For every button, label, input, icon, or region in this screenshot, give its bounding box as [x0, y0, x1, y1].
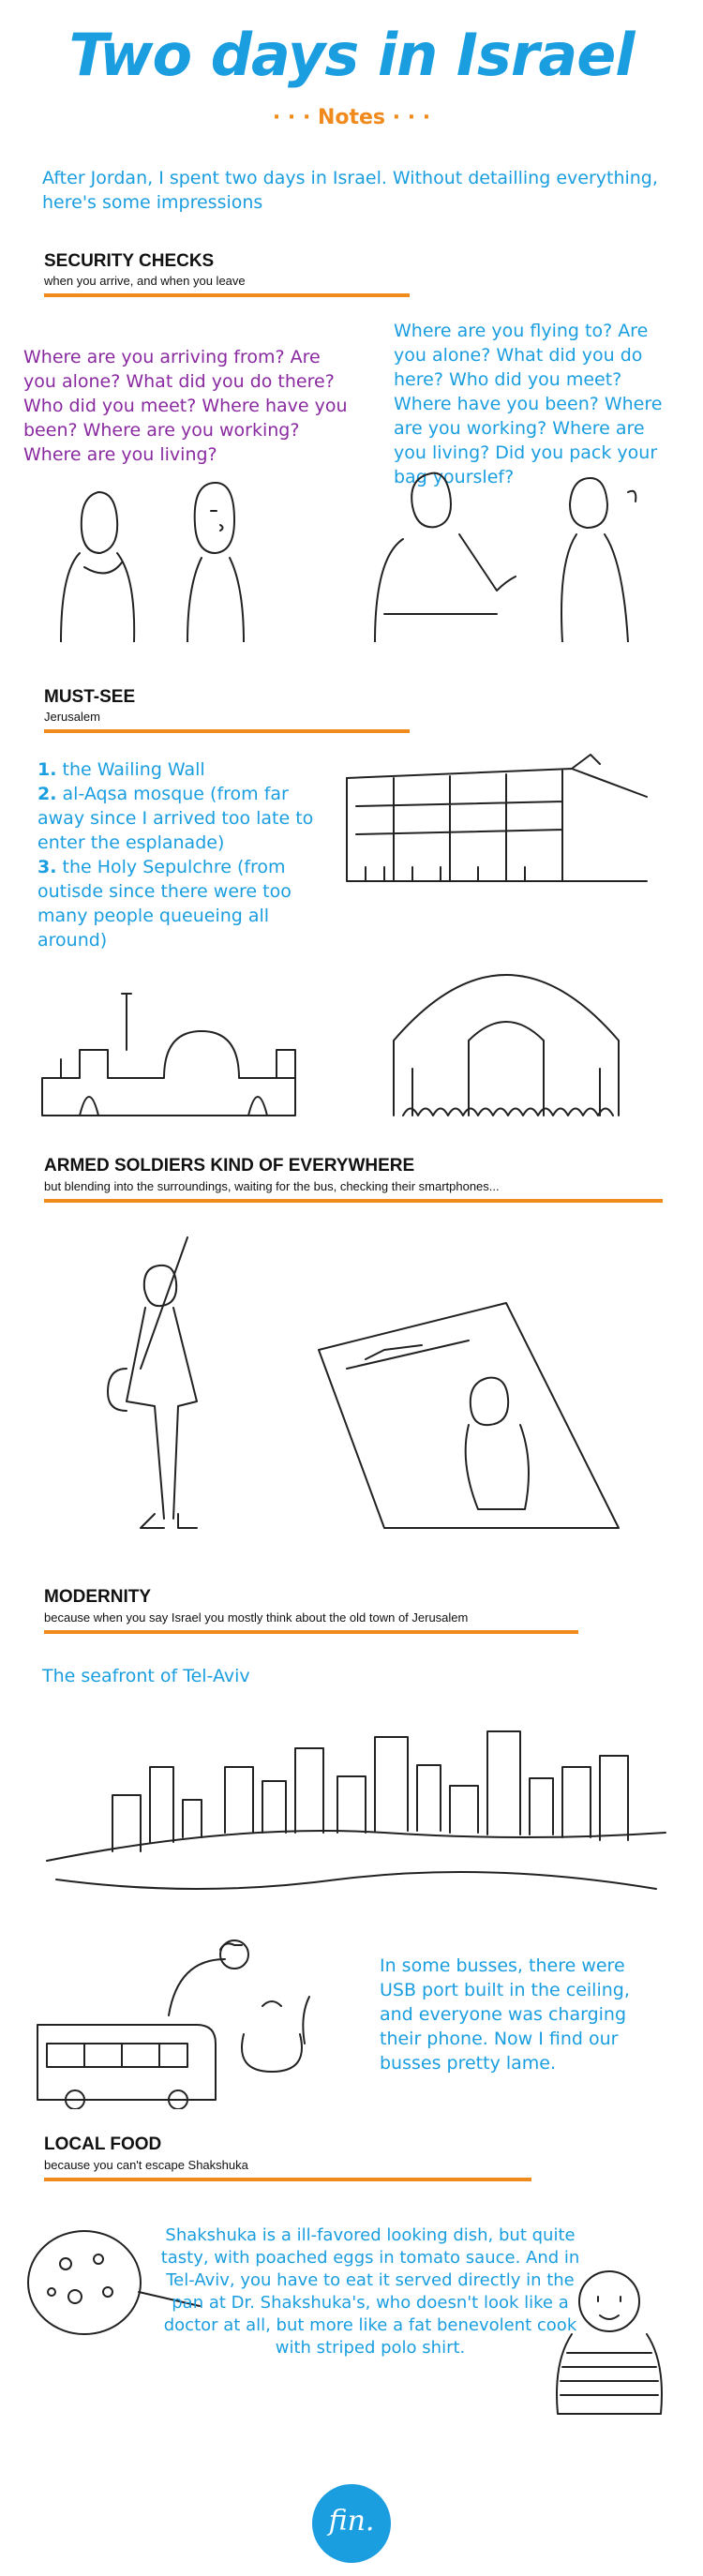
- security-rule: [44, 293, 410, 297]
- seafront-caption: The seafront of Tel-Aviv: [42, 1666, 250, 1686]
- soldier-bus-sketch: [309, 1294, 628, 1537]
- bus-usb-sketch: [28, 1931, 384, 2109]
- soldier-standing-sketch: [75, 1228, 262, 1537]
- soldiers-subheading: but blending into the surroundings, waiting for the bus, checking their smartphones...: [44, 1179, 500, 1193]
- holy-sepulchre-sketch: [375, 956, 656, 1125]
- fin-badge: fin.: [312, 2484, 391, 2563]
- soldiers-heading: ARMED SOLDIERS KIND OF EVERYWHERE: [44, 1156, 415, 1176]
- arrival-questions: Where are you arriving from? Are you alone? What did you do there? Who did you meet? Where have you been? Where are you working? Where are you living?: [23, 347, 348, 465]
- officer-sketch: [375, 473, 516, 642]
- page-title: Two days in Israel: [68, 21, 635, 89]
- soldiers-rule: [44, 1199, 663, 1203]
- mustsee-list: [37, 757, 328, 952]
- woman-1-sketch: [61, 492, 134, 642]
- modernity-rule: [44, 1630, 578, 1634]
- wailing-wall-sketch: [337, 750, 666, 919]
- security-sketch: [28, 455, 666, 642]
- bus-usb-text: In some busses, there were USB port built in the ceiling, and everyone was charging their phone. Now I find our busses pretty lame.: [380, 1955, 630, 2074]
- mustsee-item-3: 3. the Holy Sepulchre (from outisde since there were too many people queueing all around): [37, 857, 292, 951]
- modernity-heading: MODERNITY: [44, 1587, 151, 1607]
- food-heading: LOCAL FOOD: [44, 2134, 162, 2154]
- tel-aviv-skyline-sketch: [37, 1720, 675, 1908]
- food-subheading: because you can't escape Shakshuka: [44, 2158, 248, 2172]
- dr-shakshuka-sketch: [544, 2259, 675, 2419]
- al-aqsa-sketch: [23, 956, 333, 1125]
- notes-subtitle: · · · Notes · · ·: [272, 106, 431, 129]
- modernity-subheading: because when you say Israel you mostly think about the old town of Jerusalem: [44, 1610, 469, 1625]
- mustsee-item-1: 1. the Wailing Wall: [37, 759, 205, 780]
- departure-questions: Where are you flying to? Are you alone? What did you do here? Who did you meet? Where have you been? Where are you working? Where are you living? Did you pack your bag yourslef?: [394, 321, 663, 487]
- woman-2-sketch: [187, 483, 244, 642]
- mustsee-rule: [44, 729, 410, 733]
- intro-text: After Jordan, I spent two days in Israel. Without detailling everything, here's some impressions: [42, 168, 658, 213]
- traveller-sketch: [561, 478, 636, 642]
- security-subheading: when you arrive, and when you leave: [44, 274, 246, 288]
- mustsee-heading: MUST-SEE: [44, 687, 136, 707]
- mustsee-subheading: Jerusalem: [44, 710, 100, 724]
- shakshuka-text: Shakshuka is a ill-favored looking dish, but quite tasty, with poached eggs in tomato sauce. And in Tel-Aviv, you have to eat it served directly in the pan at Dr. Shakshuka's, who doesn't look like a doctor at all, but more like a fat benevolent cook with striped polo shirt.: [160, 2225, 580, 2358]
- security-heading: SECURITY CHECKS: [44, 251, 215, 271]
- food-rule: [44, 2178, 531, 2181]
- mustsee-item-2: 2. al-Aqsa mosque (from far away since I arrived too late to enter the esplanade): [37, 784, 314, 853]
